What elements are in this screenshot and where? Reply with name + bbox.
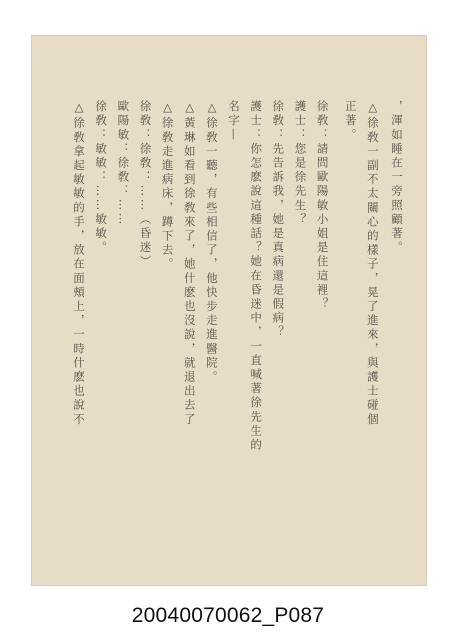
text-line: 正著。: [343, 100, 358, 143]
image-caption: 20040070062_P087: [131, 604, 325, 627]
text-line: 徐敎：請問歐陽敏小姐是住這裡？: [315, 100, 330, 312]
text-line: △徐敎一副不太關心的樣子，晃了進來，與護士碰個: [365, 100, 380, 427]
text-line: 名字—: [227, 100, 242, 143]
text-line: △徐敎拿起敏敏的手，放在面頰上，一時什麽也說不: [72, 100, 87, 427]
text-line: 護士：你怎麽說這種話？她在昏迷中，一直喊著徐先生的: [249, 100, 264, 453]
text-line: 歐陽敏：徐敎：……: [116, 100, 131, 227]
scanned-page: [32, 36, 426, 585]
text-line: 徐敎：先告訴我，她是真病還是假病？: [271, 100, 286, 340]
text-line: 徐敎：敏敏：……敏敏。: [94, 100, 109, 256]
text-line: 徐敎：徐敎：……（昏迷）: [138, 100, 153, 270]
text-line: 護士：您是徐先生？: [293, 100, 308, 227]
text-line: ，渾如睡在一旁照顧著。: [390, 100, 404, 256]
vertical-text-block: [72, 100, 408, 560]
text-line: △徐敎走進病床，蹲下去。: [160, 100, 175, 272]
text-line: △黃琳如看到徐敎來了，她什麽也沒說，就退出去了: [182, 100, 197, 427]
text-line: △徐敎一聽，有些相信了，他快步走進醫院。: [204, 100, 219, 385]
